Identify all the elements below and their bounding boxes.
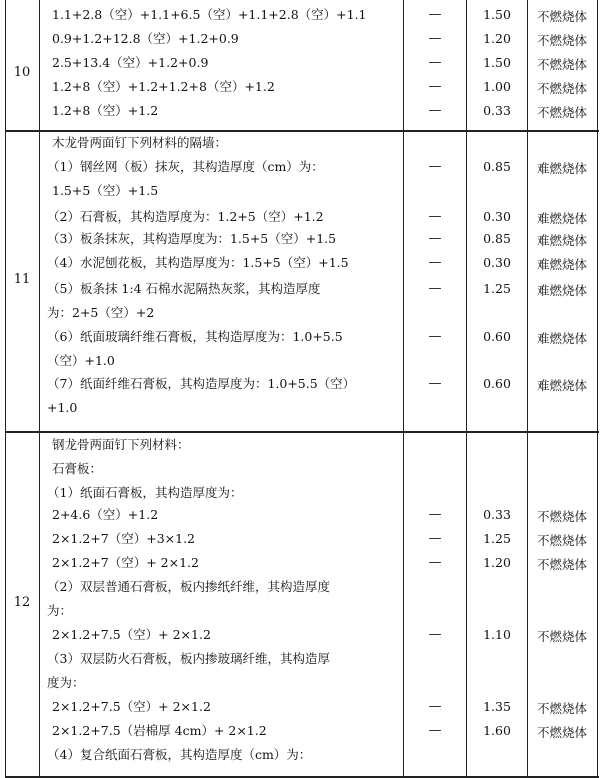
fire-resistance-value: 1.35	[483, 699, 511, 714]
row-text: 2×1.2+7.5（空）+ 2×1.2	[52, 627, 211, 642]
row-text: 石膏板：	[52, 461, 103, 476]
combustibility-class: 难燃烧体	[537, 378, 588, 393]
row-text: （2）双层普通石膏板，板内掺纸纤维，其构造厚度	[47, 579, 330, 594]
row-text: （2）石膏板，其构造厚度为：1.2+5（空）+1.2	[47, 209, 324, 224]
fire-resistance-value: 0.60	[483, 376, 511, 391]
column-divider	[403, 0, 404, 778]
combustibility-class: 难燃烧体	[537, 233, 588, 248]
combustibility-class: 不燃烧体	[537, 557, 588, 572]
row-divider	[5, 431, 599, 433]
fire-resistance-value: 0.85	[483, 159, 511, 174]
combustibility-class: 不燃烧体	[537, 33, 588, 48]
row-text: 0.9+1.2+12.8（空）+1.2+0.9	[52, 31, 239, 46]
table-border-right	[597, 0, 598, 778]
fire-resistance-value: 0.33	[483, 507, 511, 522]
empty-value-dash: —	[428, 255, 442, 270]
row-text: 1.2+8（空）+1.2+1.2+8（空）+1.2	[52, 79, 275, 94]
column-divider	[39, 0, 40, 778]
row-text: 1.2+8（空）+1.2	[52, 103, 159, 118]
row-text: 2×1.2+7.5（岩棉厚 4cm）+ 2×1.2	[52, 723, 267, 738]
row-text: 度为：	[47, 675, 85, 690]
empty-value-dash: —	[428, 79, 442, 94]
row-text: 1.1+2.8（空）+1.1+6.5（空）+1.1+2.8（空）+1.1	[52, 7, 367, 22]
row-text: （1）钢丝网（板）抹灰，其构造厚度（cm）为：	[47, 159, 324, 174]
row-text: （6）纸面玻璃纤维石膏板，其构造厚度为：1.0+5.5	[47, 329, 343, 344]
row-divider	[5, 130, 599, 132]
combustibility-class: 不燃烧体	[537, 701, 588, 716]
row-number: 11	[13, 272, 31, 287]
empty-value-dash: —	[428, 159, 442, 174]
row-text: （空）+1.0	[47, 353, 115, 368]
combustibility-class: 不燃烧体	[537, 533, 588, 548]
empty-value-dash: —	[428, 555, 442, 570]
row-text: （4）水泥刨花板，其构造厚度为：1.5+5（空）+1.5	[47, 255, 349, 270]
fire-resistance-value: 0.60	[483, 329, 511, 344]
row-text: 钢龙骨两面钉下列材料：	[52, 437, 190, 452]
empty-value-dash: —	[428, 376, 442, 391]
row-number: 12	[13, 595, 31, 610]
empty-value-dash: —	[428, 209, 442, 224]
row-text: （3）板条抹灰，其构造厚度为：1.5+5（空）+1.5	[47, 231, 337, 246]
combustibility-class: 难燃烧体	[537, 161, 588, 176]
fire-resistance-value: 1.25	[483, 531, 511, 546]
fire-resistance-value: 1.20	[483, 31, 511, 46]
row-text: +1.0	[47, 400, 78, 415]
row-text: （7）纸面纤维石膏板，其构造厚度为：1.0+5.5（空）	[47, 376, 356, 391]
combustibility-class: 不燃烧体	[537, 57, 588, 72]
row-text: （3）双层防火石膏板，板内掺玻璃纤维，其构造厚	[47, 651, 330, 666]
row-text: （5）板条抹 1:4 石棉水泥隔热灰浆，其构造厚度	[47, 281, 321, 296]
table-border-left	[5, 0, 6, 778]
row-text: （4）复合纸面石膏板，其构造厚度（cm）为：	[47, 747, 312, 762]
empty-value-dash: —	[428, 281, 442, 296]
empty-value-dash: —	[428, 507, 442, 522]
combustibility-class: 难燃烧体	[537, 331, 588, 346]
row-text: 2×1.2+7.5（空）+ 2×1.2	[52, 699, 211, 714]
row-text: 2.5+13.4（空）+1.2+0.9	[52, 55, 209, 70]
fire-resistance-value: 0.33	[483, 103, 511, 118]
empty-value-dash: —	[428, 103, 442, 118]
row-number: 10	[13, 65, 31, 80]
fire-resistance-value: 0.30	[483, 255, 511, 270]
fire-resistance-value: 0.30	[483, 209, 511, 224]
empty-value-dash: —	[428, 31, 442, 46]
empty-value-dash: —	[428, 7, 442, 22]
empty-value-dash: —	[428, 531, 442, 546]
combustibility-class: 难燃烧体	[537, 283, 588, 298]
row-text: 2×1.2+7（空）+3×1.2	[52, 531, 196, 546]
fire-resistance-value: 1.00	[483, 79, 511, 94]
row-text: 为：2+5（空）+2	[47, 305, 155, 320]
empty-value-dash: —	[428, 329, 442, 344]
fire-resistance-value: 0.85	[483, 231, 511, 246]
fire-resistance-table	[5, 0, 599, 778]
combustibility-class: 不燃烧体	[537, 81, 588, 96]
combustibility-class: 不燃烧体	[537, 105, 588, 120]
fire-resistance-value: 1.10	[483, 627, 511, 642]
combustibility-class: 不燃烧体	[537, 725, 588, 740]
fire-resistance-value: 1.60	[483, 723, 511, 738]
combustibility-class: 不燃烧体	[537, 9, 588, 24]
column-divider	[527, 0, 528, 778]
fire-resistance-value: 1.25	[483, 281, 511, 296]
combustibility-class: 不燃烧体	[537, 629, 588, 644]
row-text: （1）纸面石膏板，其构造厚度为：	[47, 485, 243, 500]
row-text: 为：	[47, 603, 73, 618]
row-text: 2×1.2+7（空）+ 2×1.2	[52, 555, 199, 570]
empty-value-dash: —	[428, 627, 442, 642]
fire-resistance-value: 1.20	[483, 555, 511, 570]
empty-value-dash: —	[428, 723, 442, 738]
combustibility-class: 难燃烧体	[537, 257, 588, 272]
empty-value-dash: —	[428, 699, 442, 714]
combustibility-class: 不燃烧体	[537, 509, 588, 524]
empty-value-dash: —	[428, 55, 442, 70]
combustibility-class: 难燃烧体	[537, 211, 588, 226]
row-text: 木龙骨两面钉下列材料的隔墙：	[52, 135, 228, 150]
empty-value-dash: —	[428, 231, 442, 246]
fire-resistance-value: 1.50	[483, 7, 511, 22]
row-text: 2+4.6（空）+1.2	[52, 507, 159, 522]
fire-resistance-value: 1.50	[483, 55, 511, 70]
row-text: 1.5+5（空）+1.5	[52, 183, 159, 198]
